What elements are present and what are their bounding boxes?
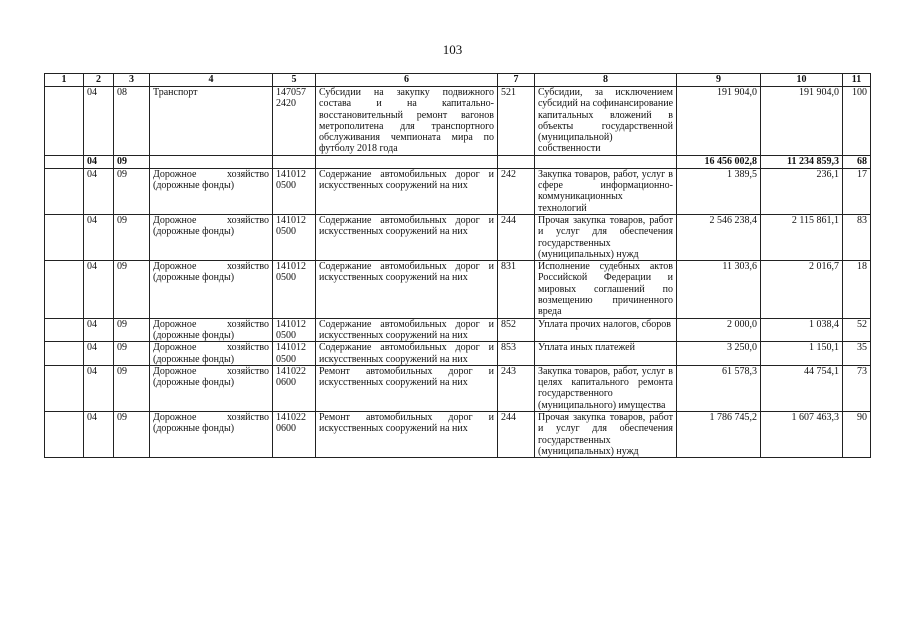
- cell-section: 04: [84, 87, 114, 156]
- cell-section: 04: [84, 261, 114, 318]
- cell-percent: 90: [843, 412, 871, 458]
- cell-expense-type: 831: [498, 261, 535, 318]
- budget-table: [44, 73, 871, 458]
- cell-planned: 2 546 238,4: [677, 214, 761, 260]
- cell-section-name: [150, 155, 273, 168]
- cell-expense-name: Субсидии, за исключением субсидий на софинансирование капитальных вложений в объекты государственной (муниципальной) собственности: [535, 87, 677, 156]
- table-row: [45, 318, 871, 342]
- cell-percent: 52: [843, 318, 871, 342]
- column-header: 2: [84, 74, 114, 87]
- cell-executed: 191 904,0: [761, 87, 843, 156]
- cell-target-name: [316, 155, 498, 168]
- cell-executed: 11 234 859,3: [761, 155, 843, 168]
- cell-planned: 191 904,0: [677, 87, 761, 156]
- cell-executed: 2 016,7: [761, 261, 843, 318]
- cell-section: 04: [84, 214, 114, 260]
- cell-expense-name: Уплата прочих налогов, сборов: [535, 318, 677, 342]
- cell-target-name: Содержание автомобильных дорог и искусственных сооружений на них: [316, 261, 498, 318]
- cell-section-name: Дорожное хозяйство (дорожные фонды): [150, 261, 273, 318]
- cell-subsection: 08: [114, 87, 150, 156]
- cell-section-name: Дорожное хозяйство (дорожные фонды): [150, 318, 273, 342]
- cell-expense-type: 244: [498, 412, 535, 458]
- cell-expense-type: 852: [498, 318, 535, 342]
- cell-col1: [45, 87, 84, 156]
- cell-percent: 100: [843, 87, 871, 156]
- cell-executed: 1 150,1: [761, 342, 843, 366]
- cell-subsection: 09: [114, 261, 150, 318]
- table-row: [45, 412, 871, 458]
- cell-col1: [45, 365, 84, 411]
- cell-col1: [45, 318, 84, 342]
- table-total-row: [45, 155, 871, 168]
- cell-expense-type: [498, 155, 535, 168]
- cell-section-name: Дорожное хозяйство (дорожные фонды): [150, 342, 273, 366]
- cell-expense-type: 853: [498, 342, 535, 366]
- cell-section: 04: [84, 168, 114, 214]
- column-header: 10: [761, 74, 843, 87]
- column-header: 4: [150, 74, 273, 87]
- column-header: 11: [843, 74, 871, 87]
- cell-expense-name: [535, 155, 677, 168]
- cell-expense-type: 244: [498, 214, 535, 260]
- cell-subsection: 09: [114, 318, 150, 342]
- cell-executed: 236,1: [761, 168, 843, 214]
- column-header: 3: [114, 74, 150, 87]
- cell-section-name: Дорожное хозяйство (дорожные фонды): [150, 412, 273, 458]
- cell-target-code: 141012 0500: [273, 214, 316, 260]
- table-header-row: [45, 74, 871, 87]
- cell-col1: [45, 214, 84, 260]
- cell-percent: 18: [843, 261, 871, 318]
- table-row: [45, 365, 871, 411]
- cell-percent: 68: [843, 155, 871, 168]
- cell-target-code: 141012 0500: [273, 261, 316, 318]
- cell-planned: 3 250,0: [677, 342, 761, 366]
- cell-executed: 2 115 861,1: [761, 214, 843, 260]
- cell-planned: 11 303,6: [677, 261, 761, 318]
- cell-subsection: 09: [114, 214, 150, 260]
- cell-planned: 2 000,0: [677, 318, 761, 342]
- cell-percent: 35: [843, 342, 871, 366]
- cell-target-code: 147057 2420: [273, 87, 316, 156]
- cell-planned: 1 389,5: [677, 168, 761, 214]
- table-body: [45, 87, 871, 458]
- table-row: [45, 261, 871, 318]
- cell-subsection: 09: [114, 168, 150, 214]
- cell-executed: 1 607 463,3: [761, 412, 843, 458]
- cell-target-code: 141012 0500: [273, 168, 316, 214]
- page-number: 103: [442, 42, 463, 57]
- cell-col1: [45, 261, 84, 318]
- cell-subsection: 09: [114, 412, 150, 458]
- table-row: [45, 168, 871, 214]
- cell-percent: 17: [843, 168, 871, 214]
- cell-section-name: Дорожное хозяйство (дорожные фонды): [150, 168, 273, 214]
- cell-subsection: 09: [114, 342, 150, 366]
- column-header: 1: [45, 74, 84, 87]
- cell-col1: [45, 342, 84, 366]
- cell-percent: 73: [843, 365, 871, 411]
- cell-expense-name: Прочая закупка товаров, работ и услуг для обеспечения государственных (муниципальных) нужд: [535, 214, 677, 260]
- cell-target-code: 141012 0500: [273, 318, 316, 342]
- cell-section-name: Дорожное хозяйство (дорожные фонды): [150, 365, 273, 411]
- cell-executed: 44 754,1: [761, 365, 843, 411]
- cell-planned: 61 578,3: [677, 365, 761, 411]
- cell-planned: 1 786 745,2: [677, 412, 761, 458]
- cell-expense-name: Закупка товаров, работ, услуг в целях капитального ремонта государственного (муниципального) имущества: [535, 365, 677, 411]
- cell-section: 04: [84, 365, 114, 411]
- column-header: 8: [535, 74, 677, 87]
- cell-expense-type: 242: [498, 168, 535, 214]
- cell-section: 04: [84, 342, 114, 366]
- cell-planned: 16 456 002,8: [677, 155, 761, 168]
- cell-expense-type: 521: [498, 87, 535, 156]
- cell-target-name: Ремонт автомобильных дорог и искусственных сооружений на них: [316, 365, 498, 411]
- cell-section-name: Транспорт: [150, 87, 273, 156]
- column-header: 6: [316, 74, 498, 87]
- cell-target-code: 141022 0600: [273, 412, 316, 458]
- cell-expense-name: Закупка товаров, работ, услуг в сфере информационно-коммуникационных технологий: [535, 168, 677, 214]
- cell-expense-name: Уплата иных платежей: [535, 342, 677, 366]
- cell-section: 04: [84, 155, 114, 168]
- column-header: 5: [273, 74, 316, 87]
- cell-target-name: Содержание автомобильных дорог и искусственных сооружений на них: [316, 342, 498, 366]
- table-row: [45, 214, 871, 260]
- cell-expense-type: 243: [498, 365, 535, 411]
- cell-section: 04: [84, 412, 114, 458]
- cell-target-name: Субсидии на закупку подвижного состава и на капитально-восстановительный ремонт вагонов метрополитена для транспортного обслуживания чемпионата мира по футболу 2018 года: [316, 87, 498, 156]
- table-row: [45, 342, 871, 366]
- cell-section-name: Дорожное хозяйство (дорожные фонды): [150, 214, 273, 260]
- cell-expense-name: Исполнение судебных актов Российской Федерации и мировых соглашений по возмещению причиненного вреда: [535, 261, 677, 318]
- cell-target-name: Ремонт автомобильных дорог и искусственных сооружений на них: [316, 412, 498, 458]
- column-header: 7: [498, 74, 535, 87]
- cell-col1: [45, 168, 84, 214]
- cell-executed: 1 038,4: [761, 318, 843, 342]
- cell-percent: 83: [843, 214, 871, 260]
- cell-subsection: 09: [114, 365, 150, 411]
- cell-subsection: 09: [114, 155, 150, 168]
- cell-target-name: Содержание автомобильных дорог и искусственных сооружений на них: [316, 214, 498, 260]
- cell-col1: [45, 412, 84, 458]
- cell-col1: [45, 155, 84, 168]
- cell-target-code: [273, 155, 316, 168]
- cell-target-name: Содержание автомобильных дорог и искусственных сооружений на них: [316, 168, 498, 214]
- cell-target-code: 141012 0500: [273, 342, 316, 366]
- cell-target-name: Содержание автомобильных дорог и искусственных сооружений на них: [316, 318, 498, 342]
- table-row: [45, 87, 871, 156]
- column-header: 9: [677, 74, 761, 87]
- cell-section: 04: [84, 318, 114, 342]
- cell-target-code: 141022 0600: [273, 365, 316, 411]
- cell-expense-name: Прочая закупка товаров, работ и услуг для обеспечения государственных (муниципальных) нужд: [535, 412, 677, 458]
